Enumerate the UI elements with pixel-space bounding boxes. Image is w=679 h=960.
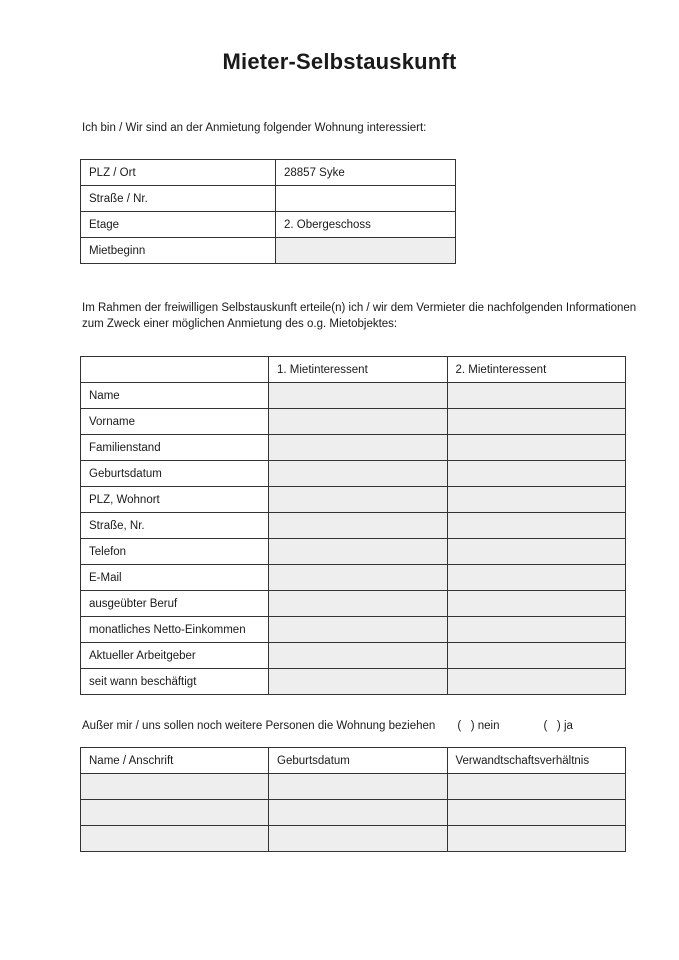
applicant1-field[interactable] [269, 565, 448, 591]
applicant2-field[interactable] [447, 513, 626, 539]
table-row [81, 800, 626, 826]
row-label: Familienstand [81, 435, 269, 461]
row-label: Vorname [81, 409, 269, 435]
applicant2-field[interactable] [447, 461, 626, 487]
person-relation-field[interactable] [447, 800, 626, 826]
applicant1-field[interactable] [269, 643, 448, 669]
person-relation-field[interactable] [447, 774, 626, 800]
col-header-applicant2: 2. Mietinteressent [447, 357, 626, 383]
row-label: seit wann beschäftigt [81, 669, 269, 695]
col-header-name-anschrift: Name / Anschrift [81, 748, 269, 774]
person-name-field[interactable] [81, 774, 269, 800]
applicant2-field[interactable] [447, 409, 626, 435]
applicant1-field[interactable] [269, 383, 448, 409]
person-name-field[interactable] [81, 800, 269, 826]
page-title: Mieter-Selbstauskunft [222, 49, 457, 74]
table-row [81, 669, 626, 695]
mietbeginn-field[interactable] [276, 238, 456, 264]
applicant1-field[interactable] [269, 513, 448, 539]
table-row [81, 591, 626, 617]
person-birthdate-field[interactable] [269, 774, 448, 800]
applicant2-field[interactable] [447, 383, 626, 409]
table-header-row [81, 357, 626, 383]
applicant1-field[interactable] [269, 591, 448, 617]
row-label: Geburtsdatum [81, 461, 269, 487]
applicant2-field[interactable] [447, 643, 626, 669]
table-row [81, 565, 626, 591]
applicant1-field[interactable] [269, 487, 448, 513]
table-row [81, 487, 626, 513]
applicant2-field[interactable] [447, 539, 626, 565]
row-label: Name [81, 383, 269, 409]
row-label: PLZ / Ort [81, 160, 276, 186]
property-table [80, 159, 456, 264]
etage-value: 2. Obergeschoss [276, 212, 456, 238]
row-label: Telefon [81, 539, 269, 565]
row-label: ausgeübter Beruf [81, 591, 269, 617]
row-label: Etage [81, 212, 276, 238]
applicant2-field[interactable] [447, 487, 626, 513]
additional-persons-table [80, 747, 626, 852]
applicant1-field[interactable] [269, 539, 448, 565]
applicant2-field[interactable] [447, 435, 626, 461]
strasse-nr-value [276, 186, 456, 212]
person-birthdate-field[interactable] [269, 826, 448, 852]
person-birthdate-field[interactable] [269, 800, 448, 826]
table-row [81, 212, 456, 238]
table-row [81, 160, 456, 186]
row-label: E-Mail [81, 565, 269, 591]
table-row [81, 186, 456, 212]
applicants-table [80, 356, 626, 695]
row-label: PLZ, Wohnort [81, 487, 269, 513]
col-header-verwandtschaft: Verwandtschaftsverhältnis [447, 748, 626, 774]
table-row [81, 774, 626, 800]
additional-persons-question-row [82, 720, 679, 732]
row-label: monatliches Netto-Einkommen [81, 617, 269, 643]
applicant1-field[interactable] [269, 461, 448, 487]
table-row [81, 409, 626, 435]
col-header-applicant1: 1. Mietinteressent [269, 357, 448, 383]
applicant1-field[interactable] [269, 409, 448, 435]
corner-cell [81, 357, 269, 383]
table-row [81, 238, 456, 264]
applicant1-field[interactable] [269, 617, 448, 643]
disclosure-text: Im Rahmen der freiwilligen Selbstauskunft erteile(n) ich / wir dem Vermieter die nachfolgenden Informationen zum Zweck einer möglichen Anmietung des o.g. Mietobjektes: [82, 302, 637, 330]
table-row [81, 435, 626, 461]
row-label: Straße, Nr. [81, 513, 269, 539]
applicant2-field[interactable] [447, 565, 626, 591]
additional-persons-question: Außer mir / uns sollen noch weitere Personen die Wohnung beziehen [82, 720, 436, 733]
nein-option[interactable]: ( ) nein [457, 720, 500, 733]
row-label: Aktueller Arbeitgeber [81, 643, 269, 669]
applicant1-field[interactable] [269, 669, 448, 695]
col-header-geburtsdatum: Geburtsdatum [269, 748, 448, 774]
ja-option[interactable]: ( ) ja [543, 720, 573, 733]
applicant2-field[interactable] [447, 669, 626, 695]
table-row [81, 513, 626, 539]
plz-ort-value: 28857 Syke [276, 160, 456, 186]
table-row [81, 383, 626, 409]
row-label: Straße / Nr. [81, 186, 276, 212]
applicant2-field[interactable] [447, 591, 626, 617]
intro-text: Ich bin / Wir sind an der Anmietung folgender Wohnung interessiert: [82, 122, 427, 134]
person-name-field[interactable] [81, 826, 269, 852]
applicant1-field[interactable] [269, 435, 448, 461]
table-row [81, 643, 626, 669]
table-row [81, 617, 626, 643]
row-label: Mietbeginn [81, 238, 276, 264]
table-row [81, 461, 626, 487]
applicant2-field[interactable] [447, 617, 626, 643]
table-header-row [81, 748, 626, 774]
person-relation-field[interactable] [447, 826, 626, 852]
table-row [81, 539, 626, 565]
table-row [81, 826, 626, 852]
